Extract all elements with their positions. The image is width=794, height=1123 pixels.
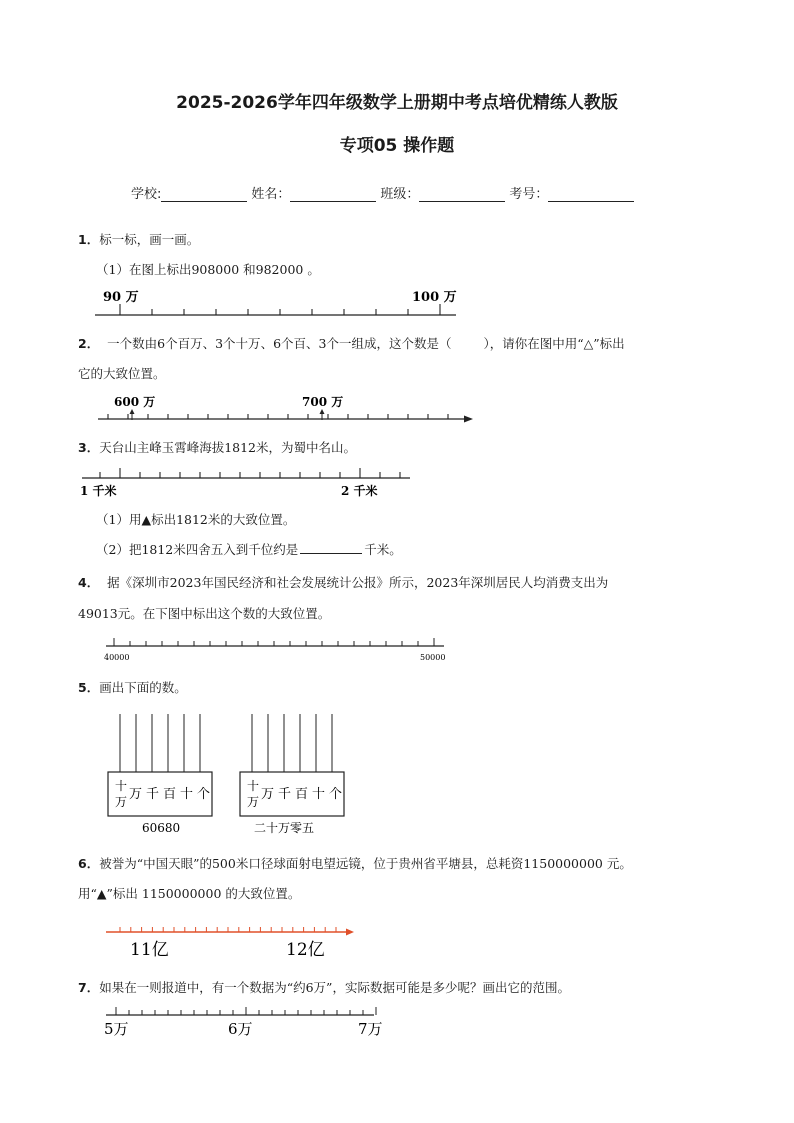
number-line-ticks bbox=[120, 927, 336, 932]
question-3-sub-1: （1）用▲标出1812米的大致位置。 bbox=[96, 512, 296, 527]
school-blank[interactable] bbox=[161, 187, 247, 202]
abacus-label-qian: 千 bbox=[146, 787, 160, 802]
question-number: 7． bbox=[78, 980, 100, 995]
number-line-label-12yi: 12亿 bbox=[286, 940, 325, 960]
number-line-label-7w: 7万 bbox=[358, 1020, 383, 1038]
question-5 bbox=[78, 678, 187, 696]
abacus-label-bai: 百 bbox=[295, 787, 309, 802]
question-1 bbox=[78, 230, 199, 248]
abacus-label-shi: 十 bbox=[115, 779, 128, 793]
question-1-sub-1: （1）在图上标出908000 和982000 。 bbox=[96, 262, 320, 277]
question-number: 4． bbox=[78, 575, 100, 590]
abacus-label-shi-ones: 十 bbox=[312, 787, 326, 802]
number-line-q1[interactable] bbox=[90, 284, 470, 320]
number-line-label-5w: 5万 bbox=[104, 1020, 129, 1038]
abacus-label-wan-sub: 万 bbox=[115, 795, 128, 809]
abacus-caption: 60680 bbox=[142, 821, 181, 835]
student-info-row bbox=[131, 183, 638, 202]
abacus-diagrams[interactable] bbox=[100, 708, 360, 838]
abacus-label-qian: 千 bbox=[278, 787, 292, 802]
abacus-rods bbox=[252, 714, 332, 772]
question-number: 2． bbox=[78, 336, 100, 351]
number-line-label-11yi: 11亿 bbox=[130, 940, 169, 960]
question-text: 天台山主峰玉霄峰海拔1812米，为蜀中名山。 bbox=[99, 440, 357, 455]
question-number: 6． bbox=[78, 856, 100, 871]
abacus-label-ge: 个 bbox=[197, 787, 211, 802]
number-line-label-6w: 6万 bbox=[228, 1020, 253, 1038]
abacus-label-wan-sub: 万 bbox=[247, 795, 260, 809]
question-text: 如果在一则报道中，有一个数据为“约6万”，实际数据可能是多少呢？画出它的范围。 bbox=[99, 980, 570, 995]
number-line-q2[interactable] bbox=[90, 390, 480, 426]
number-line-ticks bbox=[108, 414, 448, 419]
abacus-label-shi: 十 bbox=[247, 779, 260, 793]
abacus-rods bbox=[120, 714, 200, 772]
number-line-q4[interactable] bbox=[100, 636, 460, 666]
question-text-a: 被誉为“中国天眼”的500米口径球面射电望远镜，位于贵州省平塘县，总耗资1150000000 元。 bbox=[99, 856, 632, 871]
number-line-q6[interactable] bbox=[100, 920, 360, 962]
number-line-ticks bbox=[100, 468, 400, 478]
question-number: 3． bbox=[78, 440, 100, 455]
abacus-caption: 二十万零五 bbox=[254, 821, 315, 835]
number-line-ticks bbox=[120, 304, 440, 315]
abacus-2[interactable] bbox=[240, 714, 344, 835]
question-text-a: 据《深圳市2023年国民经济和社会发展统计公报》所示，2023年深圳居民人均消费支出为 bbox=[107, 575, 609, 590]
question-7 bbox=[78, 978, 570, 996]
abacus-label-wan: 万 bbox=[261, 787, 275, 802]
axis-arrow-icon bbox=[346, 929, 354, 936]
number-line-label-50000: 50000 bbox=[420, 653, 446, 662]
name-blank[interactable] bbox=[290, 187, 376, 202]
question-number: 1． bbox=[78, 232, 100, 247]
question-4 bbox=[78, 573, 608, 591]
question-text: 画出下面的数。 bbox=[99, 680, 187, 695]
question-4-continued: 49013元。在下图中标出这个数的大致位置。 bbox=[78, 606, 331, 621]
question-text: 标一标，画一画。 bbox=[99, 232, 200, 247]
abacus-label-wan: 万 bbox=[129, 787, 143, 802]
abacus-label-bai: 百 bbox=[163, 787, 177, 802]
arrow-head-icon bbox=[320, 409, 325, 414]
number-line-q3[interactable] bbox=[78, 462, 418, 502]
question-6-continued: 用“▲”标出 1150000000 的大致位置。 bbox=[78, 886, 301, 901]
question-3-sub-2 bbox=[96, 540, 402, 558]
page-title: 2025-2026学年四年级数学上册期中考点培优精练人教版 bbox=[176, 93, 618, 113]
question-6 bbox=[78, 854, 632, 872]
number-line-q7[interactable] bbox=[100, 1004, 400, 1044]
arrow-head-icon bbox=[130, 409, 135, 414]
abacus-label-ge: 个 bbox=[329, 787, 343, 802]
number-line-label-700w: 700 万 bbox=[302, 395, 344, 409]
number-line-label-1km: 1 千米 bbox=[80, 484, 117, 498]
number-line-label-left: 90 万 bbox=[103, 290, 139, 305]
number-line-label-600w: 600 万 bbox=[114, 395, 156, 409]
question-text-a: 一个数由6个百万、3个十万、6个百、3个一组成，这个数是（ bbox=[107, 336, 452, 351]
axis-arrow-icon bbox=[464, 416, 473, 423]
question-number: 5． bbox=[78, 680, 100, 695]
number-line-label-right: 100 万 bbox=[412, 290, 457, 305]
question-2-continued: 它的大致位置。 bbox=[78, 366, 166, 381]
question-text-b: ），请你在图中用“△”标出 bbox=[483, 336, 625, 351]
number-line-label-2km: 2 千米 bbox=[341, 484, 378, 498]
number-line-label-40000: 40000 bbox=[104, 653, 130, 662]
question-2 bbox=[78, 334, 625, 352]
class-label: 班级： bbox=[380, 187, 420, 202]
school-label: 学校: bbox=[131, 187, 162, 202]
exam-number-blank[interactable] bbox=[548, 187, 634, 202]
exam-number-label: 考号： bbox=[509, 187, 549, 202]
answer-blank[interactable] bbox=[300, 541, 362, 554]
class-blank[interactable] bbox=[419, 187, 505, 202]
sub-question-text-a: （2）把1812米四舍五入到千位约是 bbox=[96, 542, 299, 557]
page-subtitle: 专项05 操作题 bbox=[339, 136, 455, 156]
abacus-1[interactable] bbox=[108, 714, 212, 835]
number-line-ticks bbox=[116, 1007, 376, 1015]
abacus-label-shi-ones: 十 bbox=[180, 787, 194, 802]
question-3 bbox=[78, 438, 356, 456]
name-label: 姓名： bbox=[251, 187, 291, 202]
number-line-ticks bbox=[114, 638, 434, 646]
sub-question-text-b: 千米。 bbox=[364, 542, 402, 557]
